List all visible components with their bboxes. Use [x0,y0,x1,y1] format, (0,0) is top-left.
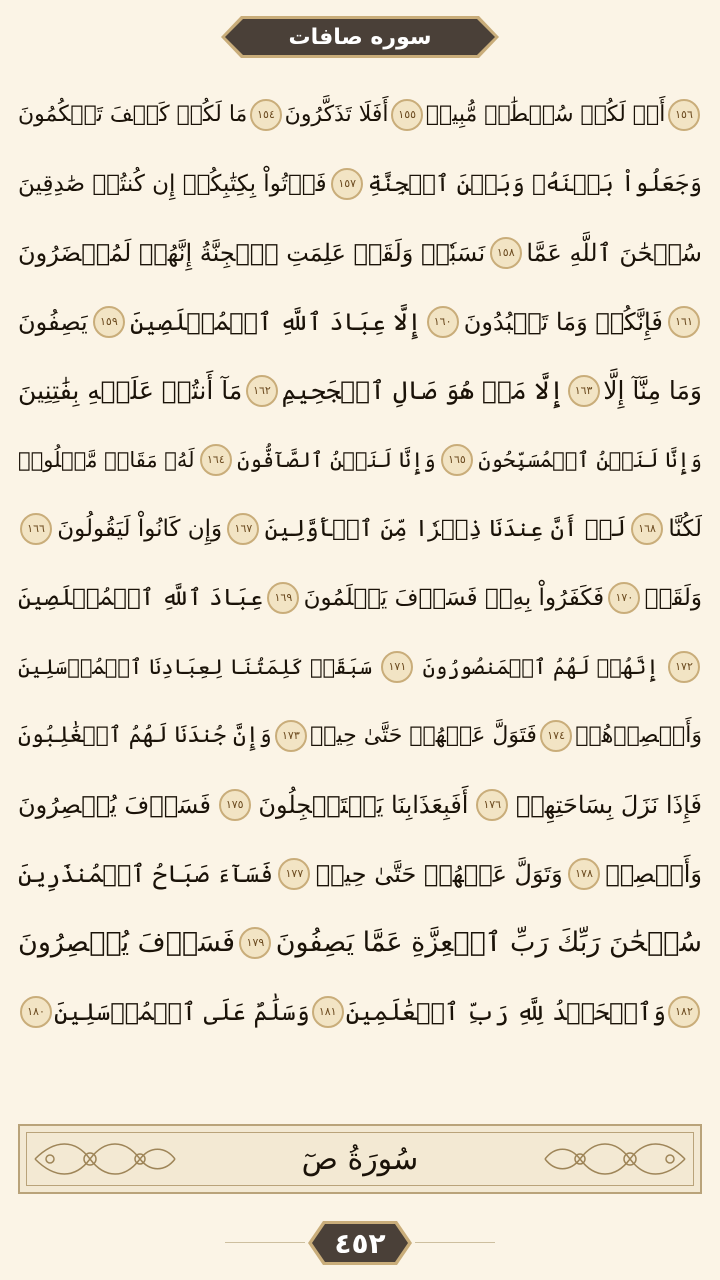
verse-text: فَكَفَرُواْ بِهِۦۖ فَسَوۡفَ يَعۡلَمُونَ [303,584,605,611]
verse-text: مَا لَكُمۡ كَيۡفَ تَحۡكُمُونَ [18,102,248,127]
ayah-number-marker: ١٥٧ [331,168,363,200]
text-line [18,425,702,494]
verse-text: أَمۡ لَكُمۡ سُلۡطَٰنٞ مُّبِينٞ [425,102,666,127]
verse-text: نَسَبٗاۚ وَلَقَدۡ عَلِمَتِ ٱلۡجِنَّةُ إِنَّهُمۡ لَمُحۡضَرُونَ [18,238,486,267]
text-line [18,80,702,149]
verse-text: وَأَبۡصِرۡهُمۡ [575,723,702,748]
verse-text: وَسَلَٰمٌ عَلَى ٱلۡمُرۡسَلِينَ [54,997,310,1026]
ayah-number-marker: ١٧٠ [608,582,640,614]
text-line [18,701,702,770]
verse-text: لَهُۥ مَقَامٞ مَّعۡلُومٞ [18,447,195,472]
verse-text: وَأَبۡصِرۡ [605,859,702,888]
ayah-number-marker: ١٦١ [668,306,700,338]
page-number: ٤٥٢ [334,1226,386,1260]
surah-title-banner [219,14,501,60]
text-line [18,977,702,1046]
verse-text: سُبۡحَٰنَ رَبِّكَ رَبِّ ٱلۡعِزَّةِ عَمَّا يَصِفُونَ [275,927,702,958]
ayah-number-marker: ١٧٨ [568,858,600,890]
verse-text: سَبَقَتۡ كَلِمَتُنَا لِعِبَادِنَا ٱلۡمُرۡسَلِينَ [18,654,373,679]
ayah-number-marker: ١٧٩ [239,927,271,959]
verse-text: فَسَوۡفَ يُبۡصِرُونَ [18,790,211,819]
text-line [18,839,702,908]
verse-text: وَمَا مِنَّآ إِلَّا [603,376,702,405]
footer-rule-right [415,1242,495,1243]
ayah-number-marker: ١٧٧ [278,858,310,890]
ayah-number-marker: ١٧٤ [540,720,572,752]
ayah-number-marker: ١٧١ [381,651,413,683]
next-surah-banner [18,1124,702,1194]
verse-text: فَإِنَّكُمۡ وَمَا تَعۡبُدُونَ [463,307,663,336]
footer-rule-left [225,1242,305,1243]
page-footer [0,1218,720,1268]
ayah-number-marker: ١٧٦ [476,789,508,821]
verse-text: وَإِنَّ جُندَنَا لَهُمُ ٱلۡغَٰلِبُونَ [18,723,272,748]
text-line [18,287,702,356]
verse-text: أَفَلَا تَذَكَّرُونَ [284,102,389,127]
text-line [18,770,702,839]
text-line [18,149,702,218]
ayah-number-marker: ١٦٩ [267,582,299,614]
ayah-number-marker: ١٧٢ [668,651,700,683]
ayah-number-marker: ١٧٥ [219,789,251,821]
next-surah-title: سُورَةُ صٓ [301,1142,419,1177]
verse-text: لَكُنَّا [668,515,702,542]
text-line [18,908,702,977]
ayah-number-marker: ١٥٩ [93,306,125,338]
verse-text: فَإِذَا نَزَلَ بِسَاحَتِهِمۡ [515,790,702,819]
verse-text: فَتَوَلَّ عَنۡهُمۡ حَتَّىٰ حِينٖ [310,723,537,748]
verse-text: مَآ أَنتُمۡ عَلَيۡهِ بِفَٰتِنِينَ [18,376,243,405]
ayah-number-marker: ١٦٦ [20,513,52,545]
ayah-number-marker: ١٦٢ [246,375,278,407]
text-line [18,356,702,425]
ayah-number-marker: ١٦٧ [227,513,259,545]
verse-text: وَٱلۡحَمۡدُ لِلَّهِ رَبِّ ٱلۡعَٰلَمِينَ [345,997,666,1026]
ayah-number-marker: ١٦٤ [200,444,232,476]
verse-text: فَسَآءَ صَبَاحُ ٱلۡمُنذَرِينَ [18,859,274,888]
ayah-number-marker: ١٨٢ [668,996,700,1028]
verse-text: وَجَعَلُواْ بَيۡنَهُۥ وَبَيۡنَ ٱلۡجِنَّةِ [367,170,702,197]
ayah-number-marker: ١٦٠ [427,306,459,338]
ayah-number-marker: ١٧٣ [275,720,307,752]
text-line [18,632,702,701]
ayah-number-marker: ١٦٥ [441,444,473,476]
quran-page-text [18,80,702,1046]
verse-text: سُبۡحَٰنَ ٱللَّهِ عَمَّا [526,238,702,267]
ayah-number-marker: ١٨١ [312,996,344,1028]
verse-text: وَتَوَلَّ عَنۡهُمۡ حَتَّىٰ حِينٖ [315,859,563,888]
verse-text: وَلَقَدۡ [644,584,702,611]
ayah-number-marker: ١٥٨ [490,237,522,269]
ayah-number-marker: ١٦٣ [568,375,600,407]
text-line [18,563,702,632]
verse-text: فَسَوۡفَ يُبۡصِرُونَ [18,927,236,958]
verse-text: يَصِفُونَ [18,307,88,336]
verse-text: أَفَبِعَذَابِنَا يَسۡتَعۡجِلُونَ [258,790,469,819]
surah-title: سوره صافات [288,24,432,50]
text-line [18,494,702,563]
verse-text: وَإِنَّا لَنَحۡنُ ٱلصَّآفُّونَ [237,447,436,472]
verse-text: لَوۡ أَنَّ عِندَنَا ذِكۡرٗا مِّنَ ٱلۡأَوَّلِينَ [264,515,626,542]
page-number-badge [305,1218,415,1268]
verse-text: فَأۡتُواْ بِكِتَٰبِكُمۡ إِن كُنتُمۡ صَٰدِقِينَ [18,170,327,197]
verse-text: إِلَّا مَنۡ هُوَ صَالِ ٱلۡجَحِيمِ [281,376,564,405]
text-line [18,218,702,287]
ayah-number-marker: ١٥٥ [391,99,423,131]
ayah-number-marker: ١٥٤ [250,99,282,131]
ayah-number-marker: ١٥٦ [668,99,700,131]
ayah-number-marker: ١٦٨ [631,513,663,545]
verse-text: عِبَادَ ٱللَّهِ ٱلۡمُخۡلَصِينَ [18,584,264,611]
verse-text: وَإِن كَانُواْ لَيَقُولُونَ [57,515,223,542]
verse-text: إِنَّهُمۡ لَهُمُ ٱلۡمَنصُورُونَ [422,654,659,679]
ayah-number-marker: ١٨٠ [20,996,52,1028]
verse-text: وَإِنَّا لَنَحۡنُ ٱلۡمُسَبِّحُونَ [478,447,702,472]
verse-text: إِلَّا عِبَادَ ٱللَّهِ ٱلۡمُخۡلَصِينَ [130,307,422,336]
